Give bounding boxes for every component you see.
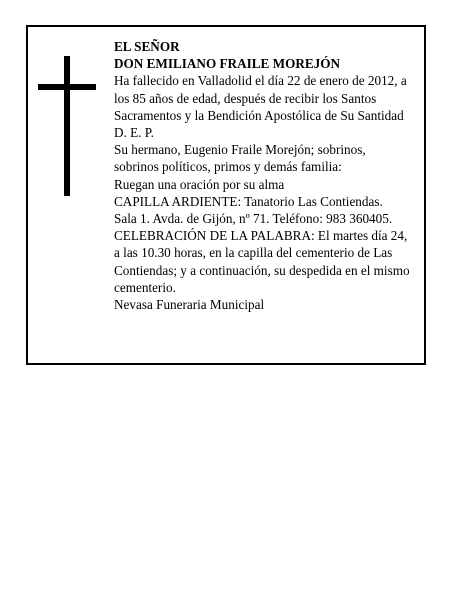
family-line: sobrinos políticos, primos y demás familia: — [114, 159, 342, 175]
chapel-line: CAPILLA ARDIENTE: Tanatorio Las Contiendas. — [114, 193, 383, 209]
funeral-home-name: Nevasa Funeraria Municipal — [114, 297, 265, 313]
celebration-line: cementerio. — [114, 279, 176, 295]
cross-vertical-bar — [64, 56, 70, 196]
death-details-line: Sacramentos y la Bendición Apostólica de Su Santidad — [114, 107, 404, 123]
family-line: Su hermano, Eugenio Fraile Morejón; sobrinos, — [114, 142, 366, 158]
death-details-line: D. E. P. — [114, 125, 154, 141]
heading-title: EL SEÑOR — [114, 39, 180, 54]
cross-horizontal-bar — [38, 84, 96, 90]
chapel-line: Sala 1. Avda. de Gijón, nº 71. Teléfono: 983 360405. — [114, 211, 393, 227]
death-details-line: Ha fallecido en Valladolid el día 22 de enero de 2012, a — [114, 73, 407, 89]
celebration-line: CELEBRACIÓN DE LA PALABRA: El martes día 24, — [114, 228, 408, 244]
celebration-line: Contiendas; y a continuación, su despedida en el mismo — [114, 262, 410, 278]
celebration-line: a las 10.30 horas, en la capilla del cementerio de Las — [114, 245, 393, 261]
deceased-name: DON EMILIANO FRAILE MOREJÓN — [114, 56, 341, 72]
death-details-line: los 85 años de edad, después de recibir los Santos — [114, 90, 377, 106]
prayer-request: Ruegan una oración por su alma — [114, 176, 285, 192]
obituary-text — [114, 38, 424, 313]
